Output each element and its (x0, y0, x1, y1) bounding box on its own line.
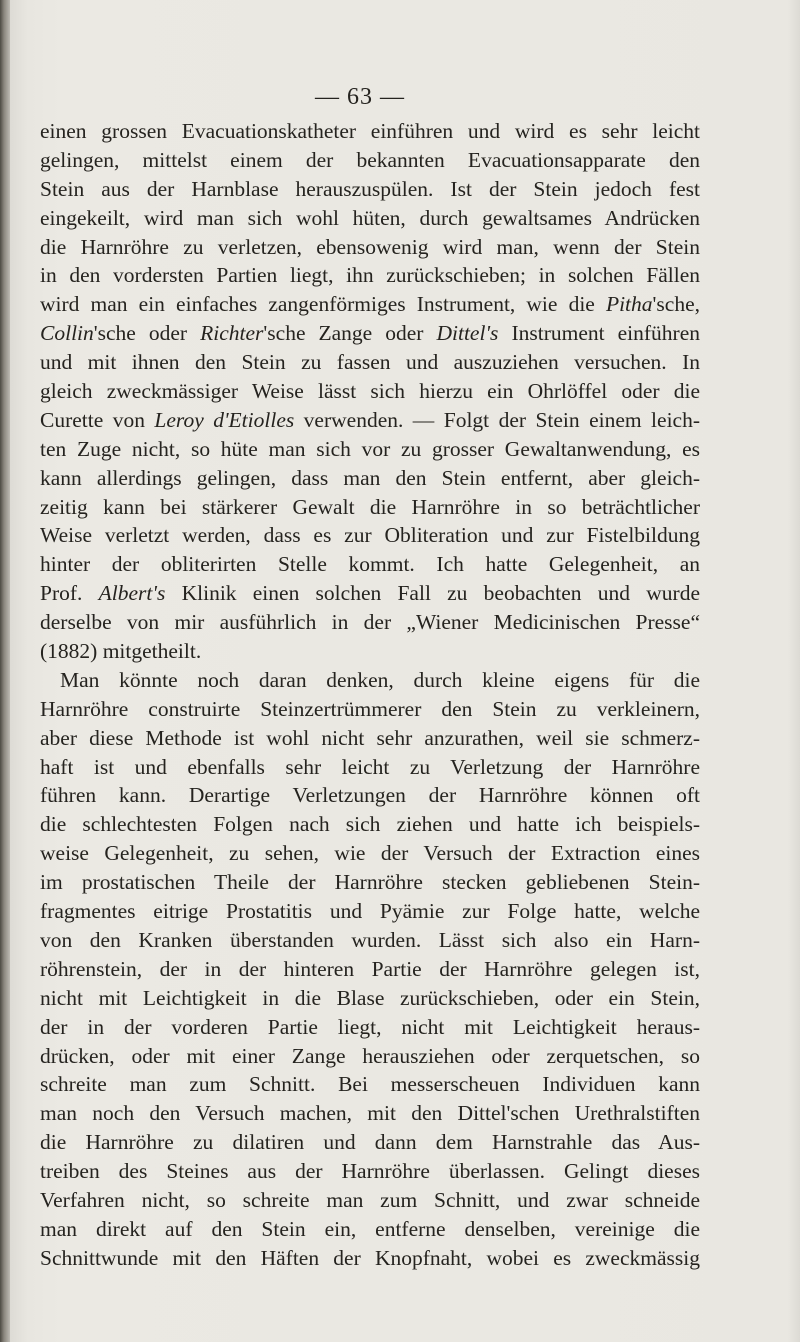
text-line: drücken, oder mit einer Zange herausziehen oder zerquetschen, so (40, 1043, 700, 1068)
text-line: Man könnte noch daran denken, durch kleine eigens für die (60, 667, 700, 692)
text-line: die Harnröhre zu dilatiren und dann dem Harnstrahle das Aus- (40, 1130, 700, 1155)
text-line: man direkt auf den Stein ein, entferne denselben, vereinige die (40, 1216, 700, 1241)
text-line: man noch den Versuch machen, mit den Dittel'schen Urethralstiften (40, 1101, 700, 1126)
text-line: von den Kranken überstanden wurden. Lässt sich also ein Harn- (40, 927, 700, 952)
text-line: führen kann. Derartige Verletzungen der Harnröhre können oft (40, 783, 700, 808)
text-line: im prostatischen Theile der Harnröhre stecken gebliebenen Stein- (40, 870, 700, 895)
text-line: Curette von Leroy d'Etiolles verwenden. — Folgt der Stein einem leich- (40, 407, 700, 432)
body-text (40, 117, 700, 1273)
text-line: Weise verletzt werden, dass es zur Obliteration und zur Fistelbildung (40, 523, 700, 548)
text-line: nicht mit Leichtigkeit in die Blase zurückschieben, oder ein Stein, (40, 985, 700, 1010)
italic-name: Pitha (605, 292, 653, 317)
italic-name: Dittel's (436, 321, 499, 346)
italic-name: Richter (200, 321, 264, 346)
text-line: die Harnröhre zu verletzen, ebensowenig wird man, wenn der Stein (40, 234, 700, 259)
text-line: (1882) mitgetheilt. (40, 639, 202, 664)
text-line: weise Gelegenheit, zu sehen, wie der Versuch der Extraction eines (40, 841, 700, 866)
italic-name: Leroy d'Etiolles (154, 407, 295, 432)
text-line: fragmentes eitrige Prostatitis und Pyämie zur Folge hatte, welche (40, 899, 700, 924)
text-line: röhrenstein, der in der hinteren Partie der Harnröhre gelegen ist, (40, 956, 700, 981)
text-line: treiben des Steines aus der Harnröhre überlassen. Gelingt dieses (40, 1159, 700, 1184)
italic-name: Collin (40, 321, 94, 346)
text-line: hinter der obliterirten Stelle kommt. Ich hatte Gelegenheit, an (40, 552, 700, 577)
text-line: eingekeilt, wird man sich wohl hüten, durch gewaltsames Andrücken (40, 205, 700, 230)
italic-name: Albert's (98, 581, 166, 606)
text-line: zeitig kann bei stärkerer Gewalt die Harnröhre in so beträchtlicher (40, 494, 700, 519)
book-spine-shadow (0, 0, 10, 1342)
text-line: aber diese Methode ist wohl nicht sehr anzurathen, weil sie schmerz- (40, 725, 700, 750)
text-line: Collin'sche oder Richter'sche Zange oder Dittel's Instrument einführen (40, 321, 701, 346)
text-line: Prof. Albert's Klinik einen solchen Fall zu beobachten und wurde (40, 581, 701, 606)
text-line: Schnittwunde mit den Häften der Knopfnaht, wobei es zweckmässig (40, 1245, 700, 1270)
text-line: die schlechtesten Folgen nach sich ziehen und hatte ich beispiels- (40, 812, 700, 837)
text-line: in den vordersten Partien liegt, ihn zurückschieben; in solchen Fällen (40, 263, 700, 288)
text-line: ten Zuge nicht, so hüte man sich vor zu grosser Gewaltanwendung, es (40, 436, 700, 461)
text-line: derselbe von mir ausführlich in der „Wiener Medicinischen Presse“ (40, 610, 700, 635)
text-line: Stein aus der Harnblase herauszuspülen. Ist der Stein jedoch fest (40, 176, 700, 201)
text-line: der in der vorderen Partie liegt, nicht mit Leichtigkeit heraus- (40, 1014, 700, 1039)
text-line: und mit ihnen den Stein zu fassen und auszuziehen versuchen. In (40, 350, 700, 375)
text-line: wird man ein einfaches zangenförmiges Instrument, wie die Pitha'sche, (40, 292, 700, 317)
text-line: gelingen, mittelst einem der bekannten Evacuationsapparate den (40, 147, 700, 172)
text-line: Harnröhre construirte Steinzertrümmerer den Stein zu verkleinern, (40, 696, 700, 721)
page-number: — 63 — (315, 84, 405, 110)
text-line: Verfahren nicht, so schreite man zum Schnitt, und zwar schneide (40, 1187, 700, 1212)
text-line: haft ist und ebenfalls sehr leicht zu Verletzung der Harnröhre (40, 754, 700, 779)
text-line: schreite man zum Schnitt. Bei messerscheuen Individuen kann (40, 1072, 700, 1097)
text-line: einen grossen Evacuationskatheter einführen und wird es sehr leicht (40, 119, 700, 143)
text-line: kann allerdings gelingen, dass man den Stein entfernt, aber gleich- (40, 465, 700, 490)
page-edge (788, 0, 800, 1342)
text-line: gleich zweckmässiger Weise lässt sich hierzu ein Ohrlöffel oder die (40, 379, 700, 404)
